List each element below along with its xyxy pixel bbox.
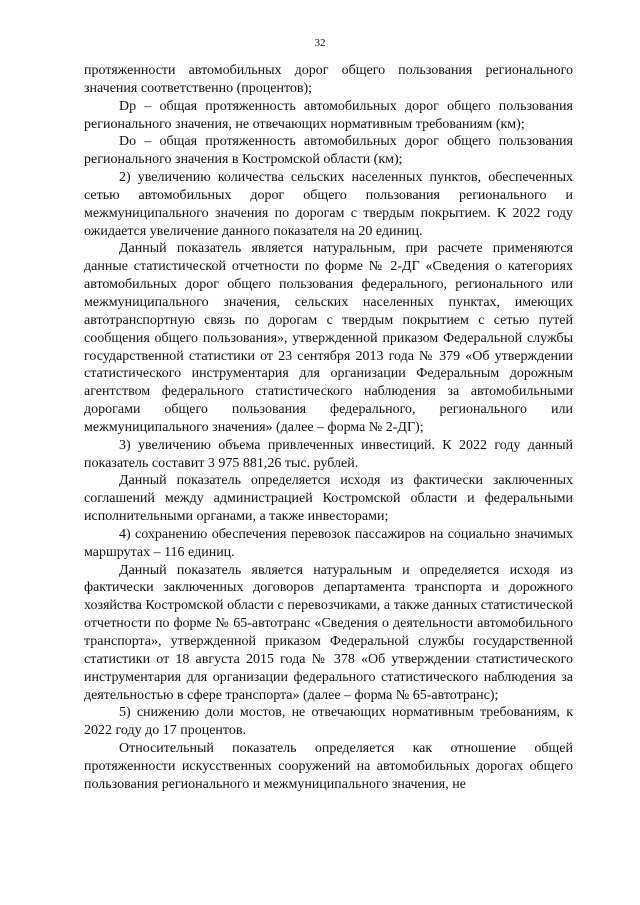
paragraph-relative-indicator: Относительный показатель определяется как отношение общей протяженности искусственных сооружений на автомобильных дорогах общего пользования регионального и межмуниципального значения, не (84, 741, 573, 792)
document-body (84, 62, 573, 794)
page-number: 32 (314, 37, 326, 49)
paragraph-dp-definition: Dр – общая протяженность автомобильных дорог общего пользования регионального значения, не отвечающих нормативным требованиям (км); (84, 98, 573, 132)
paragraph-item-2-settlements: 2) увеличению количества сельских населенных пунктов, обеспеченных сетью автомобильных дорог общего пользования регионального и межмуниципального значения по дорогам с твердым покрытием. К 2022 году ожидается увеличение данного показателя на 20 единиц. (84, 170, 573, 239)
paragraph-do-definition: Dо – общая протяженность автомобильных дорог общего пользования регионального значения в Костромской области (км); (84, 134, 573, 168)
paragraph-item-4-passengers: 4) сохранению обеспечения перевозок пассажиров на социально значимых маршрутах – 116 единиц. (84, 526, 573, 560)
paragraph-form-2dg: Данный показатель является натуральным, при расчете применяются данные статистической отчетности по форме № 2-ДГ «Сведения о категориях автомобильных дорог общего пользования федерального, регионального или межмуниципального значения, сельских населенных пунктах, имеющих автотранспортную связь по дорогам с твердым покрытием с сетью путей сообщения общего пользования», утвержденной приказом Федеральной службы государственной статистики от 23 сентября 2013 года № 379 «Об утверждении статистического инструментария для организации Федеральным дорожным агентством федерального статистического наблюдения за автомобильными дорогами общего пользования федерального, регионального или межмуниципального значения» (далее – форма № 2-ДГ); (84, 241, 573, 435)
paragraph-road-length-continued: протяженности автомобильных дорог общего пользования регионального значения соответственно (процентов); (84, 63, 573, 96)
paragraph-form-65-autotrans: Данный показатель является натуральным и определяется исходя из фактически заключенных договоров департамента транспорта и дорожного хозяйства Костромской области с перевозчиками, а также данных статистической отчетности по форме № 65-автотранс «Сведения о деятельности автомобильного транспорта», утвержденной приказом Федеральной службы государственной статистики от 18 августа 2015 года № 378 «Об утверждении статистического инструментария для организации федерального статистического наблюдения за деятельностью в сфере транспорта» (далее – форма № 65-автотранс); (84, 562, 573, 703)
paragraph-item-5-bridges: 5) снижению доли мостов, не отвечающих нормативным требованиям, к 2022 году до 17 процентов. (84, 705, 573, 739)
paragraph-item-3-investments: 3) увеличению объема привлеченных инвестиций. К 2022 году данный показатель составит 3 975 881,26 тыс. рублей. (84, 437, 573, 471)
paragraph-agreements: Данный показатель определяется исходя из фактически заключенных соглашений между администрацией Костромской области и федеральными исполнительными органами, а также инвесторами; (84, 473, 573, 525)
